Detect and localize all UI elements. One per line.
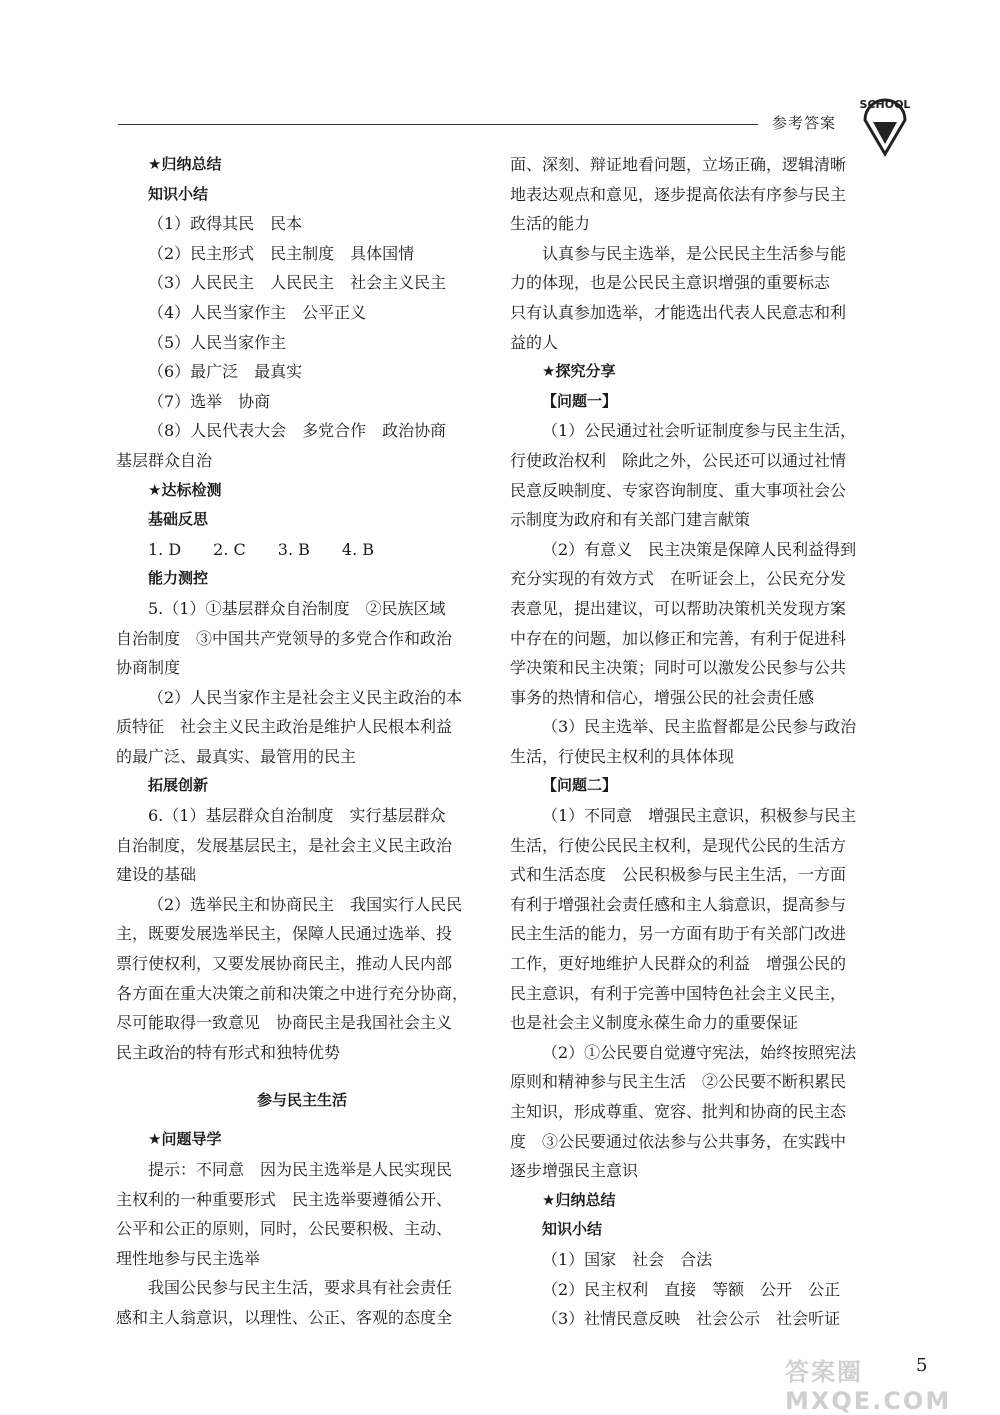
- text-line: 有利于增强社会责任感和主人翁意识，提高参与: [510, 894, 847, 914]
- text-line: 生活的能力: [510, 214, 591, 234]
- header-rule: [118, 124, 758, 125]
- subsection-heading: 能力测控: [148, 569, 209, 588]
- text-line: 自治制度 ③中国共产党领导的多党合作和政治: [116, 628, 453, 648]
- text-line: （3）人民民主 人民民主 社会主义民主: [148, 273, 447, 293]
- text-line: 票行使权利，又要发展协商民主，推动人民内部: [116, 954, 453, 974]
- school-logo-text: SCHOOL: [859, 98, 911, 111]
- text-line: （7）选举 协商: [148, 391, 271, 411]
- text-line: 充分实现的有效方式 在听证会上，公民充分发: [510, 569, 847, 589]
- text-line: 自治制度，发展基层民主，是社会主义民主政治: [116, 835, 453, 855]
- text-line: 行使政治权利 除此之外，公民还可以通过社情: [510, 450, 847, 470]
- text-line: （2）民主权利 直接 等额 公开 公正: [542, 1279, 841, 1299]
- text-line: 地表达观点和意见，逐步提高依法有序参与民主: [510, 184, 847, 204]
- text-line: （4）人民当家作主 公平正义: [148, 302, 367, 322]
- question-heading: 【问题一】: [542, 391, 618, 410]
- watermark: 答案圈 MXQE.COM: [785, 1358, 952, 1415]
- section-heading: ★问题导学: [148, 1130, 222, 1149]
- text-line: 原则和精神参与民主生活 ②公民要不断积累民: [510, 1072, 847, 1092]
- section-heading: ★归纳总结: [148, 155, 222, 173]
- text-line: （2）选举民主和协商民主 我国实行人民民: [148, 894, 463, 914]
- text-line: 益的人: [510, 332, 559, 352]
- header-title: 参考答案: [772, 114, 837, 132]
- text-line: （5）人民当家作主: [148, 332, 287, 352]
- text-line: （2）民主形式 民主制度 具体国情: [148, 243, 415, 263]
- text-line: 民主生活的能力，另一方面有助于有关部门改进: [510, 924, 847, 944]
- text-line: 工作，更好地维护人民群众的利益 增强公民的: [510, 954, 847, 974]
- text-line: 也是社会主义制度永葆生命力的重要保证: [510, 1013, 799, 1033]
- text-line: 民意反映制度、专家咨询制度、重大事项社会公: [510, 480, 847, 500]
- text-line: 基层群众自治: [116, 450, 213, 470]
- text-line: 的最广泛、最真实、最管用的民主: [116, 746, 357, 766]
- text-line: 逐步增强民主意识: [510, 1161, 639, 1181]
- text-line: （8）人民代表大会 多党合作 政治协商: [148, 421, 447, 441]
- text-line: （1）不同意 增强民主意识，积极参与民主: [542, 806, 857, 826]
- text-line: 我国公民参与民主生活，要求具有社会责任: [148, 1278, 453, 1298]
- text-line: 质特征 社会主义民主政治是维护人民根本利益: [116, 717, 453, 737]
- text-line: （6）最广泛 最真实: [148, 362, 303, 382]
- text-line: 度 ③公民要通过依法参与公共事务，在实践中: [510, 1131, 847, 1151]
- text-line: （1）国家 社会 合法: [542, 1249, 713, 1269]
- subsection-heading: 拓展创新: [148, 776, 209, 795]
- text-line: 示制度为政府和有关部门建言献策: [510, 510, 751, 530]
- text-line: 感和主人翁意识，以理性、公正、客观的态度全: [116, 1307, 453, 1327]
- text-line: 中存在的问题，加以修正和完善，有利于促进科: [510, 628, 847, 648]
- text-line: （1）政得其民 民本: [148, 214, 303, 234]
- text-line: 主权利的一种重要形式 民主选举要遵循公开、: [116, 1189, 453, 1209]
- text-line: 公平和公正的原则，同时，公民要积极、主动、: [116, 1219, 453, 1239]
- question-heading: 【问题二】: [542, 776, 618, 795]
- text-line: 理性地参与民主选举: [116, 1248, 261, 1268]
- text-line: 建设的基础: [116, 865, 197, 885]
- section-title: 参与民主生活: [256, 1091, 347, 1110]
- text-line: 各方面在重大决策之前和决策之中进行充分协商，: [116, 983, 469, 1003]
- text-line: （3）民主选举、民主监督都是公民参与政治: [542, 717, 857, 737]
- text-line: （2）有意义 民主决策是保障人民利益得到: [542, 539, 857, 559]
- text-line: 民主政治的特有形式和独特优势: [116, 1042, 341, 1062]
- text-line: 认真参与民主选举，是公民民主生活参与能: [542, 243, 847, 263]
- text-line: 只有认真参加选举，才能选出代表人民意志和利: [510, 302, 847, 322]
- page-number: 5: [916, 1355, 928, 1376]
- text-line: 力的体现，也是公民民主意识增强的重要标志: [510, 273, 831, 293]
- text-line: 民主意识，有利于完善中国特色社会主义民主，: [510, 983, 847, 1003]
- text-line: （2）①公民要自觉遵守宪法，始终按照宪法: [542, 1042, 857, 1062]
- text-line: 5.（1）①基层群众自治制度 ②民族区域: [148, 598, 446, 618]
- text-line: （1）公民通过社会听证制度参与民主生活，: [542, 421, 857, 441]
- text-line: 主知识，形成尊重、宽容、批判和协商的民主态: [510, 1102, 847, 1121]
- text-line: 提示：不同意 因为民主选举是人民实现民: [148, 1160, 453, 1179]
- right-column: [510, 150, 888, 1334]
- text-line: 生活，行使民主权利的具体体现: [510, 746, 735, 766]
- text-line: 生活，行使公民民主权利，是现代公民的生活方: [510, 835, 847, 855]
- text-line: 事务的热情和信心，增强公民的社会责任感: [510, 687, 815, 707]
- left-column: [116, 150, 488, 1333]
- text-line: 学决策和民主决策；同时可以激发公民参与公共: [510, 658, 847, 678]
- text-line: 1. D 2. C 3. B 4. B: [148, 539, 374, 559]
- section-heading: ★探究分享: [542, 362, 616, 381]
- subsection-heading: 基础反思: [148, 510, 209, 529]
- subsection-heading: 知识小结: [542, 1220, 603, 1239]
- text-line: 协商制度: [116, 658, 181, 678]
- text-line: 主，既要发展选举民主，保障人民通过选举、投: [116, 924, 453, 944]
- section-heading: ★归纳总结: [542, 1190, 616, 1209]
- text-line: 式和生活态度 公民积极参与民主生活，一方面: [510, 865, 847, 885]
- text-line: （2）人民当家作主是社会主义民主政治的本: [148, 687, 463, 707]
- text-line: 面、深刻、辩证地看问题，立场正确，逻辑清晰: [510, 155, 847, 174]
- section-heading: ★达标检测: [148, 480, 222, 499]
- text-line: （3）社情民意反映 社会公示 社会听证: [542, 1309, 841, 1329]
- text-line: 表意见，提出建议，可以帮助决策机关发现方案: [510, 598, 847, 618]
- text-line: 尽可能取得一致意见 协商民主是我国社会主义: [116, 1013, 453, 1033]
- text-line: 6.（1）基层群众自治制度 实行基层群众: [148, 806, 446, 826]
- subsection-heading: 知识小结: [148, 184, 209, 203]
